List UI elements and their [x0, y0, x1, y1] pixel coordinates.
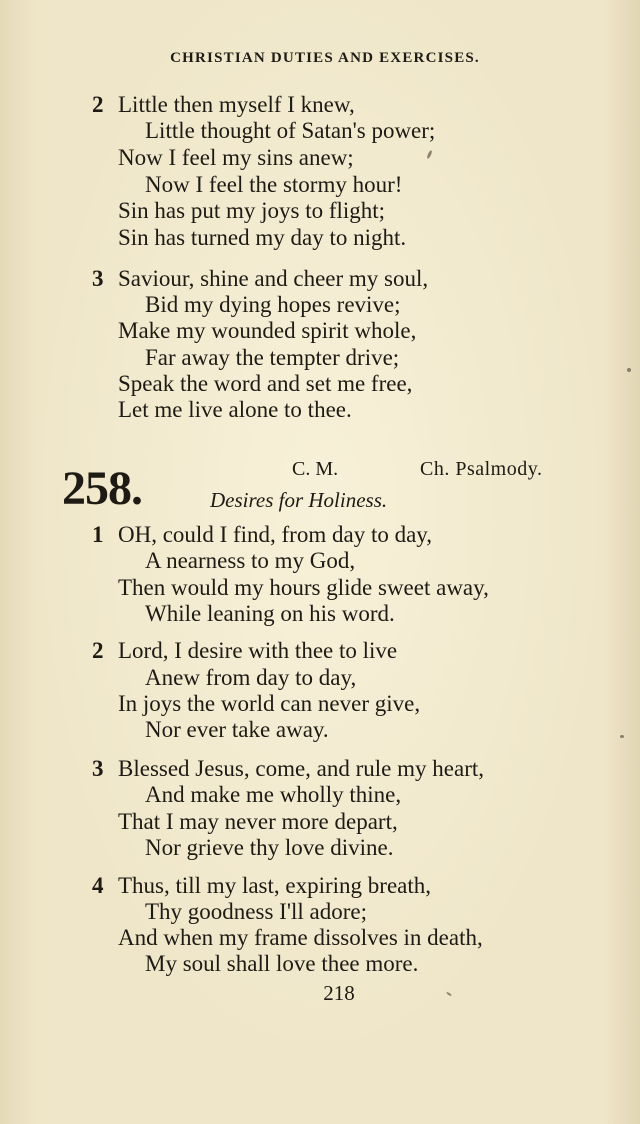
stanza-number: 3: [92, 266, 104, 291]
verse-line: Thy goodness I'll adore;: [145, 899, 367, 924]
verse-line: Saviour, shine and cheer my soul,: [118, 266, 429, 291]
verse-line: Let me live alone to thee.: [118, 397, 352, 422]
stanza-number: 2: [92, 92, 104, 117]
verse-line: Make my wounded spirit whole,: [118, 318, 417, 343]
stanza-number: 4: [92, 873, 104, 898]
verse-line: Sin has turned my day to night.: [118, 225, 407, 250]
verse-line: Now I feel my sins anew;: [118, 145, 354, 170]
verse-line: Thus, till my last, expiring breath,: [118, 873, 432, 898]
verse-line: Anew from day to day,: [145, 665, 357, 690]
hymn-meter: C. M.: [292, 458, 339, 480]
verse-line: Then would my hours glide sweet away,: [118, 575, 489, 600]
verse-line: Now I feel the stormy hour!: [145, 172, 403, 197]
ink-speck: [627, 368, 631, 372]
verse-line: Speak the word and set me free,: [118, 371, 413, 396]
verse-line: Lord, I desire with thee to live: [118, 638, 398, 663]
ink-speck: [620, 735, 624, 738]
verse-line: And make me wholly thine,: [145, 782, 402, 807]
hymn-number: 258.: [62, 462, 142, 515]
verse-line: A nearness to my God,: [145, 548, 356, 573]
ink-speck: [426, 150, 433, 159]
verse-line: Far away the tempter drive;: [145, 345, 400, 370]
hymn-tune: Ch. Psalmody.: [420, 458, 543, 480]
verse-line: OH, could I find, from day to day,: [118, 522, 433, 547]
running-head: CHRISTIAN DUTIES AND EXERCISES.: [170, 50, 480, 66]
verse-line: Bid my dying hopes revive;: [145, 292, 401, 317]
hymn-subject: Desires for Holiness.: [210, 488, 388, 512]
verse-line: Nor ever take away.: [145, 717, 329, 742]
verse-line: In joys the world can never give,: [118, 691, 421, 716]
verse-line: While leaning on his word.: [145, 601, 395, 626]
verse-line: And when my frame dissolves in death,: [118, 925, 483, 950]
verse-line: Blessed Jesus, come, and rule my heart,: [118, 756, 484, 781]
stanza-number: 3: [92, 756, 104, 781]
verse-line: That I may never more depart,: [118, 809, 398, 834]
stanza-number: 1: [92, 522, 104, 547]
verse-line: My soul shall love thee more.: [145, 951, 419, 976]
verse-line: Little thought of Satan's power;: [145, 118, 436, 143]
verse-line: Sin has put my joys to flight;: [118, 198, 386, 223]
verse-line: Nor grieve thy love divine.: [145, 835, 394, 860]
page-number: 218: [323, 981, 355, 1005]
stanza-number: 2: [92, 638, 104, 663]
verse-line: Little then myself I knew,: [118, 92, 355, 117]
